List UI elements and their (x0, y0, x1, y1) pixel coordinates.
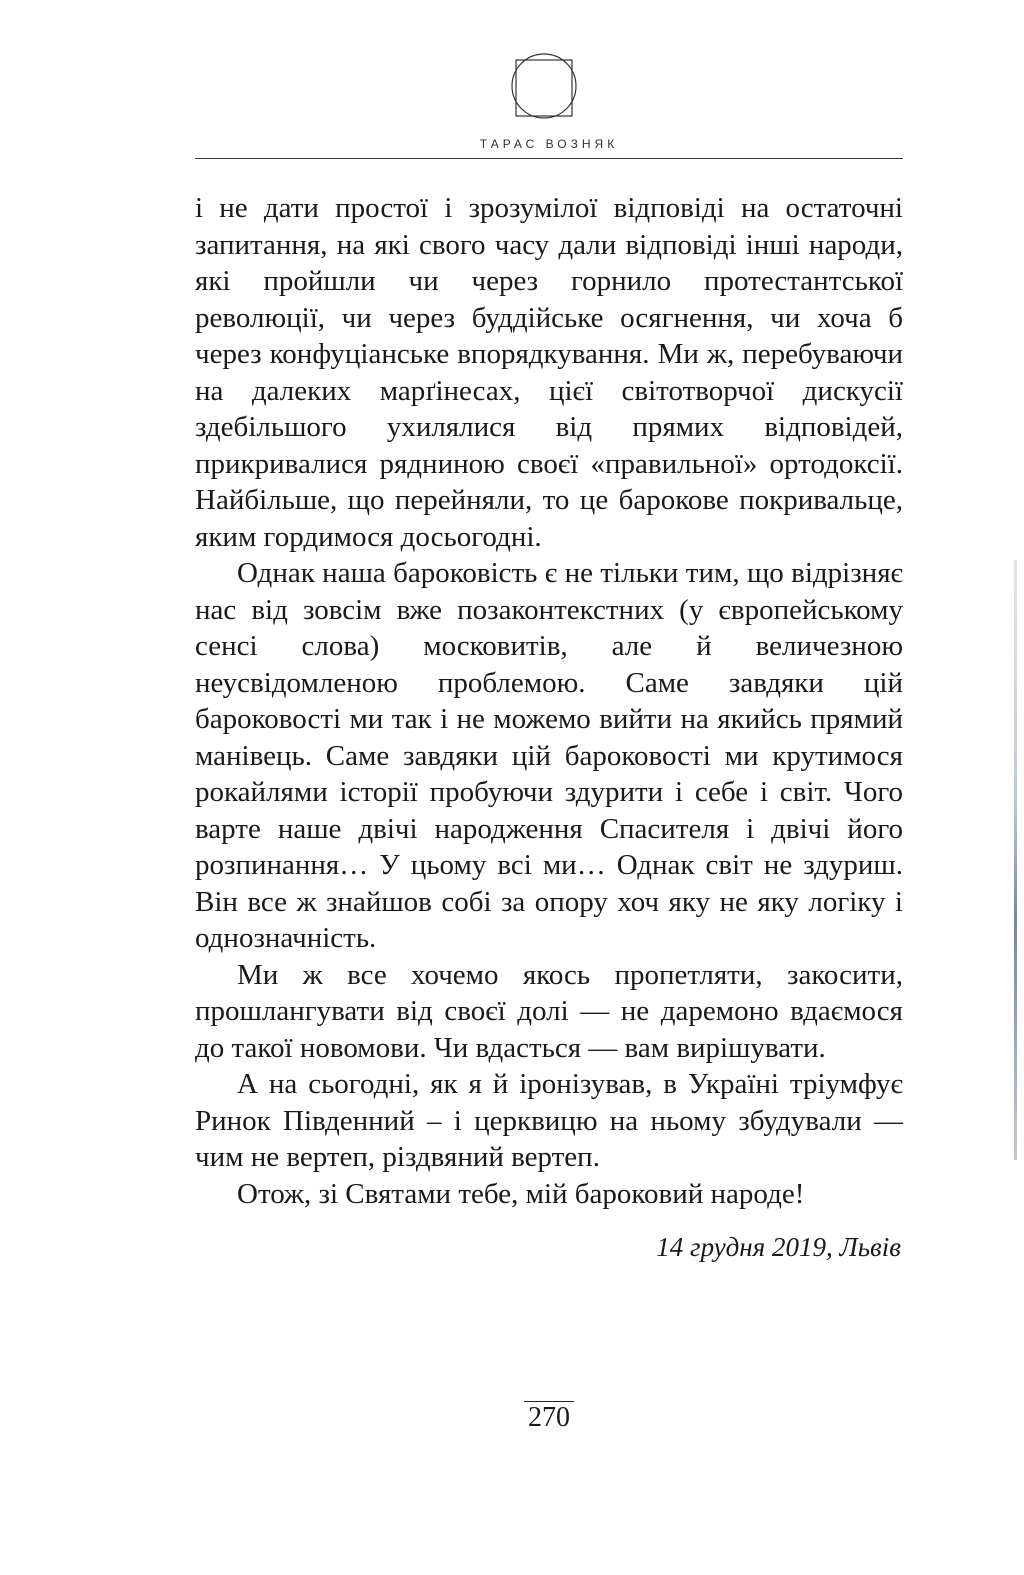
page-number (195, 1402, 903, 1434)
paragraph: Отож, зі Святами тебе, мій бароковий народе! (237, 1177, 805, 1210)
running-head: ТАРАС ВОЗНЯК (479, 137, 619, 151)
paragraph: Однак наша бароковість є не тільки тим, що відрізняє нас від зовсім вже позаконтекстних (у європейському сенсі слова) московитів, але й величезною неусвідомленою проблемою. Саме завдяки цій бароковості ми так і не можемо вийти на якийсь прямий манівець. Саме завдяки цій бароковості ми крутимося рокайлями історії пробуючи здурити і себе і світ. Чого варте наше двічі народження Спасителя і двічі його розпинання… У цьому всі ми… Однак світ не здуриш. Він все ж знайшов собі за опору хоч яку не яку логіку і однозначність. (195, 557, 903, 954)
date-place-signature: 14 грудня 2019, Львів (656, 1232, 901, 1262)
paragraph: А на сьогодні, як я й іронізував, в Україні тріумфує Ринок Південний – і церквицю на ньому збудували — чим не вертеп, різдвяний вертеп. (195, 1068, 903, 1173)
paragraph: і не дати простої і зрозумілої відповіді на остаточні запитання, на які свого часу дали відповіді інші народи, які пройшли чи через горнило протестантської революції, чи через буддійське осягнення, чи хоча б через конфуціанське впорядкування. Ми ж, перебуваючи на далеких марґінесах, цієї світотворчої дискусії здебільшого ухилялися від прямих відповідей, прикривалися рядниною своєї «правильної» ортодоксії. Найбільше, що перейняли, то це барокове покривальце, яким гордимося досьогодні. (195, 192, 903, 553)
body-text (195, 190, 903, 1212)
header-rule (195, 158, 903, 159)
page-edge-mark (1014, 560, 1017, 1160)
paragraph: Ми ж все хочемо якось пропетляти, закосити, прошлангувати від своєї долі — не даремоно вдаємося до такої новомови. Чи вдасться — вам вирішувати. (195, 958, 903, 1064)
page-number-label: 270 (524, 1401, 574, 1433)
circle-square-logo-icon (509, 46, 579, 130)
